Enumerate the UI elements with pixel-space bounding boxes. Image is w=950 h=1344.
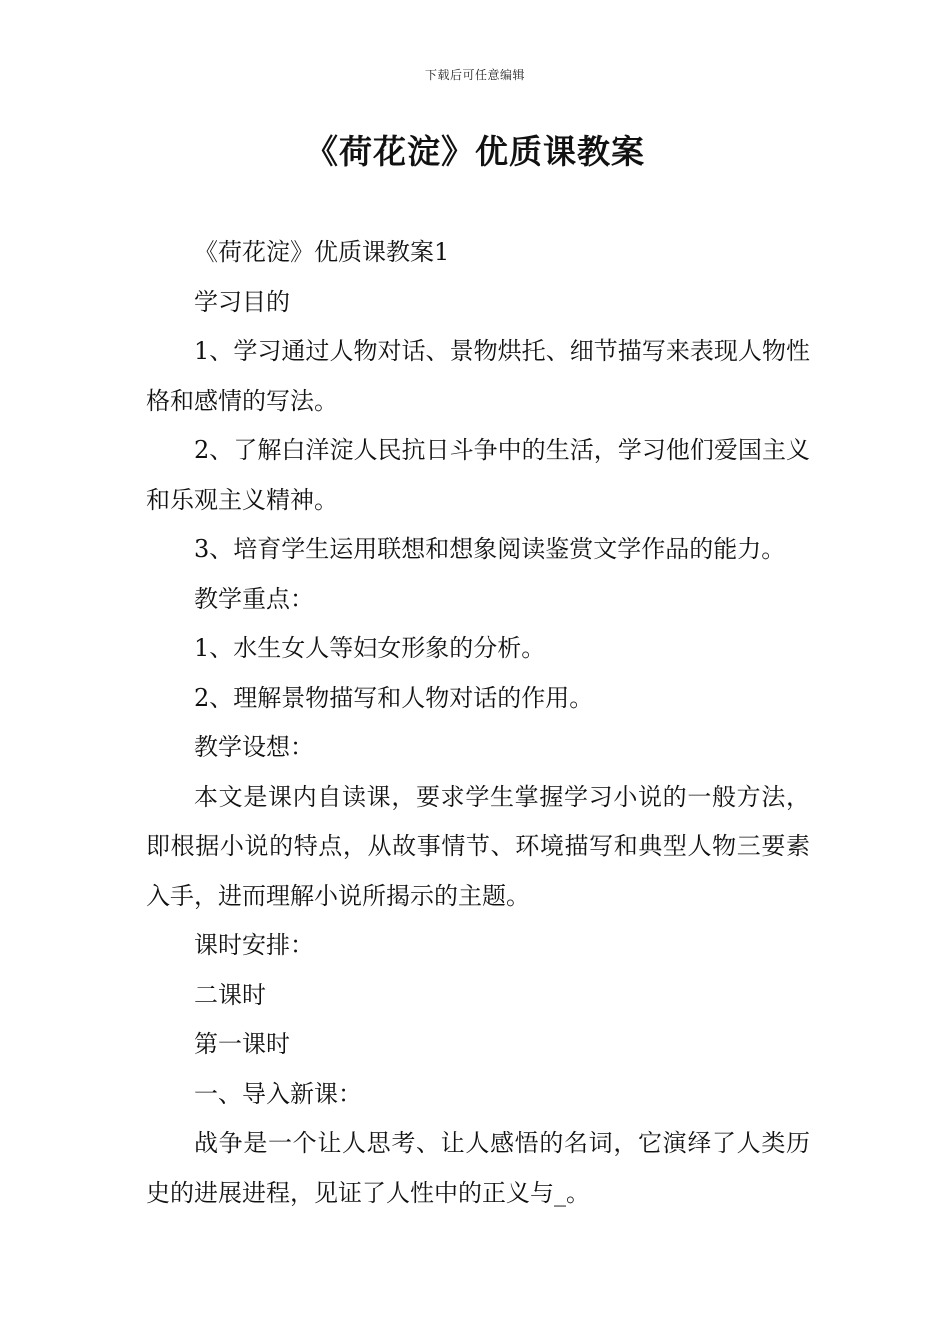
paragraph-keypoints-heading: 教学重点： bbox=[194, 584, 314, 613]
header-note: 下载后可任意编辑 bbox=[424, 68, 525, 82]
paragraph-objective-1: 1、学习通过人物对话、景物烘托、细节描写来表现人物性格和感情的写法。 bbox=[146, 337, 810, 415]
paragraph-intro-body: 战争是一个让人思考、让人感悟的名词，它演绎了人类历史的进展进程，见证了人性中的正义与_。 bbox=[146, 1129, 810, 1207]
paragraph-lesson-1-heading: 第一课时 bbox=[194, 1030, 290, 1058]
paragraph-keypoint-1: 1、水生女人等妇女形象的分析。 bbox=[194, 634, 546, 662]
paragraph-subtitle: 《荷花淀》优质课教案1 bbox=[194, 238, 450, 266]
paragraph-intro-heading: 一、导入新课： bbox=[194, 1079, 362, 1108]
paragraph-design-body: 本文是课内自读课，要求学生掌握学习小说的一般方法，即根据小说的特点，从故事情节、环境描写和典型人物三要素入手，进而理解小说所揭示的主题。 bbox=[146, 782, 810, 910]
document-title: 《荷花淀》优质课教案 bbox=[305, 132, 645, 171]
paragraph-objective-3: 3、培育学生运用联想和想象阅读鉴赏文学作品的能力。 bbox=[194, 535, 786, 563]
document-body bbox=[146, 228, 810, 1218]
paragraph-design-heading: 教学设想： bbox=[194, 733, 314, 761]
paragraph-objectives-heading: 学习目的 bbox=[194, 287, 290, 316]
paragraph-schedule-body: 二课时 bbox=[194, 980, 266, 1009]
paragraph-keypoint-2: 2、理解景物描写和人物对话的作用。 bbox=[194, 683, 594, 712]
paragraph-objective-2: 2、了解白洋淀人民抗日斗争中的生活，学习他们爱国主义和乐观主义精神。 bbox=[146, 436, 810, 514]
paragraph-schedule-heading: 课时安排： bbox=[194, 931, 314, 959]
